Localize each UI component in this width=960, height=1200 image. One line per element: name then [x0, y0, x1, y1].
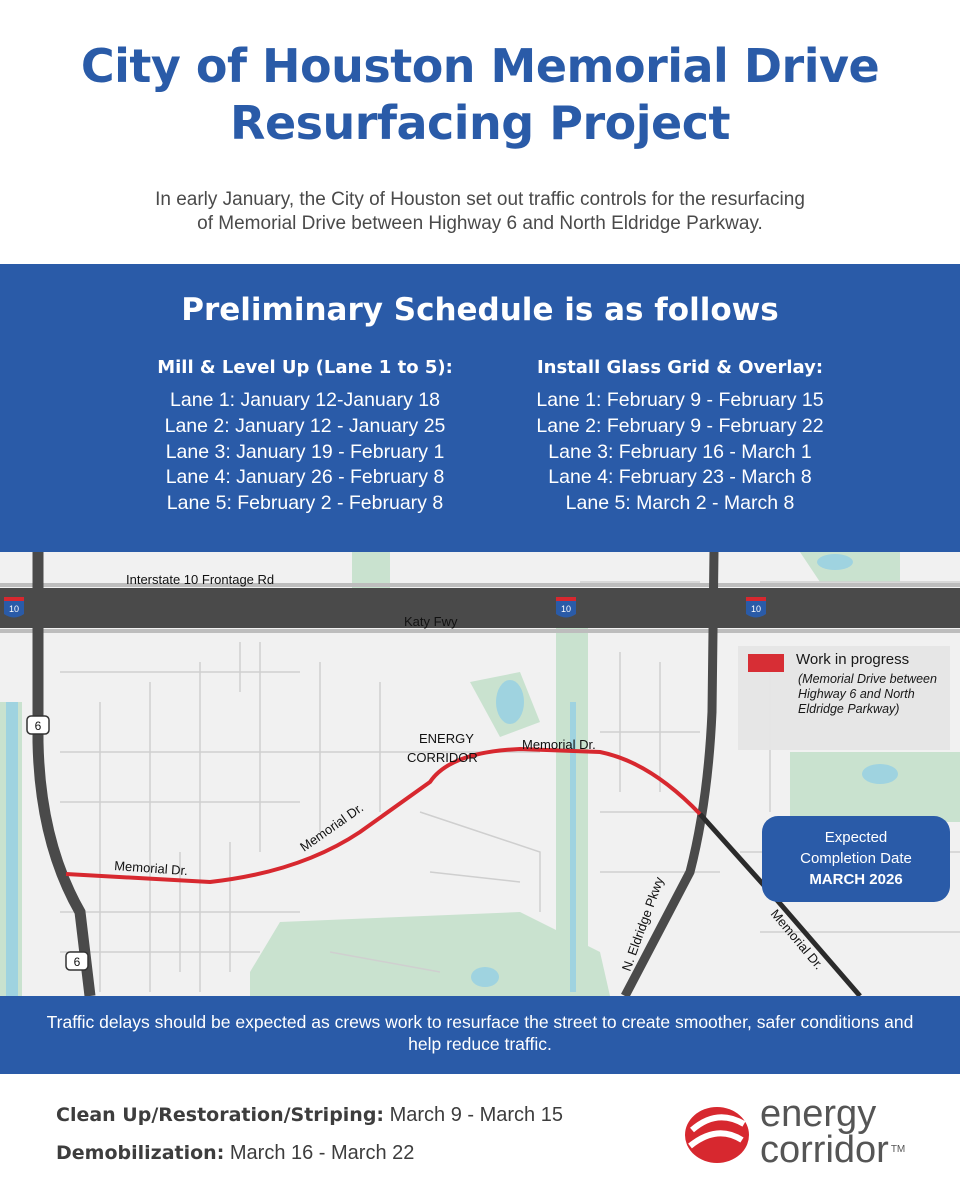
hwy6-shield-north	[27, 716, 49, 734]
hwy6-label-south: 6	[73, 955, 81, 969]
energy-corridor-label-2: CORRIDOR	[407, 750, 478, 765]
overlay-lane-3: Lane 3: February 16 - March 1	[548, 440, 812, 463]
demob-label: Demobilization:	[56, 1142, 225, 1164]
i10-shield-center	[556, 597, 576, 618]
legend-swatch	[748, 654, 784, 672]
energy-corridor-label-1: ENERGY	[419, 731, 474, 746]
demob-dates: March 16 - March 22	[224, 1142, 415, 1164]
overlay-lane-1: Lane 1: February 9 - February 15	[536, 389, 824, 411]
memorial-label-center: Memorial Dr.	[297, 799, 367, 855]
mill-lane-1: Lane 1: January 12-January 18	[170, 389, 440, 411]
energy-corridor-logo	[682, 1093, 952, 1172]
title-line-2: Resurfacing Project	[230, 96, 730, 150]
cleanup-label: Clean Up/Restoration/Striping:	[56, 1104, 385, 1126]
completion-line-2: Completion Date	[800, 850, 912, 867]
delays-banner	[0, 996, 960, 1074]
overlay-lane-4: Lane 4: February 23 - March 8	[548, 466, 812, 489]
i10-label-center: 10	[560, 604, 572, 614]
mill-heading: Mill & Level Up (Lane 1 to 5):	[157, 357, 453, 378]
i10-shield-east	[746, 597, 766, 618]
hwy6-shield-south	[66, 952, 88, 970]
intro-text	[80, 188, 880, 236]
logo-line-2-text: corridor	[760, 1129, 889, 1171]
mill-lane-5: Lane 5: February 2 - February 8	[166, 492, 444, 515]
i10-label-west: 10	[8, 604, 20, 614]
mill-lane-2: Lane 2: January 12 - January 25	[164, 414, 446, 437]
intro-line-1: In early January, the City of Houston set out traffic controls for the resurfacing	[155, 189, 805, 210]
frontage-road-label: Interstate 10 Frontage Rd	[126, 572, 275, 587]
overlay-schedule	[480, 356, 880, 517]
page-title	[0, 38, 960, 152]
logo-wordmark	[760, 1093, 906, 1171]
overlay-lane-2: Lane 2: February 9 - February 22	[536, 414, 824, 437]
logo-trademark: TM	[890, 1144, 906, 1155]
title-line-1: City of Houston Memorial Drive	[80, 39, 880, 93]
memorial-label-east: Memorial Dr.	[522, 737, 596, 752]
overlay-lane-5: Lane 5: March 2 - March 8	[565, 492, 795, 515]
cleanup-dates: March 9 - March 15	[384, 1104, 563, 1126]
schedule-heading: Preliminary Schedule is as follows	[181, 292, 779, 328]
legend-title: Work in progress	[796, 651, 910, 668]
logo-line-1: energy	[760, 1093, 877, 1135]
interstate-10	[0, 588, 960, 628]
intro-line-2: of Memorial Drive between Highway 6 and North Eldridge Parkway.	[197, 213, 763, 234]
katy-fwy-label: Katy Fwy	[404, 614, 458, 629]
cleanup-schedule	[56, 1102, 563, 1128]
demob-schedule	[56, 1140, 414, 1166]
completion-line-1: Expected	[824, 829, 888, 846]
memorial-label-west: Memorial Dr.	[113, 858, 189, 879]
frontage-road-south	[0, 629, 960, 633]
memorial-label-southeast: Memorial Dr.	[767, 906, 827, 973]
mill-lane-4: Lane 4: January 26 - February 8	[165, 466, 445, 489]
delays-text: Traffic delays should be expected as crews work to resurface the street to create smoother, safer conditions and help reduce traffic.	[46, 1012, 914, 1054]
completion-badge	[762, 816, 950, 902]
logo-mark-icon	[682, 1100, 752, 1170]
i10-shield-west	[4, 597, 24, 618]
mill-schedule	[105, 356, 505, 517]
map-legend	[738, 646, 950, 750]
logo-line-2	[760, 1129, 906, 1171]
project-map	[0, 552, 960, 996]
i10-label-east: 10	[750, 604, 762, 614]
eldridge-label: N. Eldridge Pkwy	[618, 874, 667, 974]
schedule-panel	[0, 264, 960, 552]
hwy6-label-north: 6	[34, 719, 42, 733]
map-canvas	[0, 552, 960, 996]
overlay-heading: Install Glass Grid & Overlay:	[536, 357, 824, 378]
legend-note: (Memorial Drive between Highway 6 and North Eldridge Parkway)	[798, 672, 937, 716]
completion-date: MARCH 2026	[809, 871, 903, 888]
mill-lane-3: Lane 3: January 19 - February 1	[165, 440, 445, 463]
